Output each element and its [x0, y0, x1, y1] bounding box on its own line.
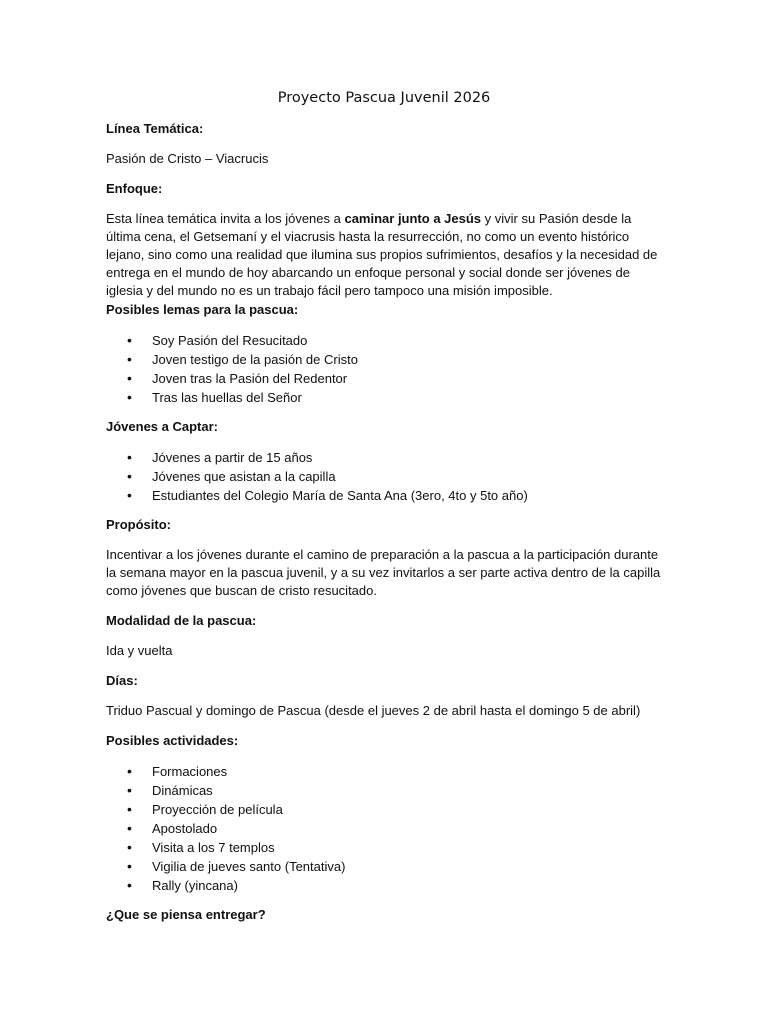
proposito-heading: Propósito: — [106, 517, 171, 532]
list-item: • Joven testigo de la pasión de Cristo — [106, 350, 666, 369]
list-item: • Apostolado — [106, 819, 666, 838]
actividades-list — [106, 762, 666, 895]
list-item: • Dinámicas — [106, 781, 666, 800]
list-item: • Tras las huellas del Señor — [106, 388, 666, 407]
list-item: • Rally (yincana) — [106, 876, 666, 895]
list-item: • Joven tras la Pasión del Redentor — [106, 369, 666, 388]
proposito-paragraph: Incentivar a los jóvenes durante el camino de preparación a la pascua a la participación durante la semana mayor en la pascua juvenil, y a su vez invitarlos a ser parte activa dentro de la capilla como jóvenes que buscan de cristo resucitado. — [106, 547, 661, 598]
enfoque-heading: Enfoque: — [106, 181, 163, 196]
enfoque-text-after: y vivir su Pasión desde la última cena, el Getsemaní y el viacrusis hasta la resurrección, no como un evento histórico lejano, sino como una realidad que ilumina sus propios sufrimientos, desafíos y la necesidad de entrega en el mundo de hoy abarcando un enfoque personal y social donde ser jóvenes de iglesia y del mundo no es un trabajo fácil pero tampoco una misión imposible. — [106, 211, 658, 298]
list-item: • Jóvenes a partir de 15 años — [106, 448, 666, 467]
document-body — [106, 120, 666, 936]
list-item: • Soy Pasión del Resucitado — [106, 331, 666, 350]
list-item: • Jóvenes que asistan a la capilla — [106, 467, 666, 486]
list-item: • Proyección de película — [106, 800, 666, 819]
entregar-heading: ¿Que se piensa entregar? — [106, 907, 266, 922]
modalidad-heading: Modalidad de la pascua: — [106, 613, 257, 628]
enfoque-text-bold: caminar junto a Jesús — [344, 211, 482, 226]
list-item: • Vigilia de jueves santo (Tentativa) — [106, 857, 666, 876]
lemas-heading: Posibles lemas para la pascua: — [106, 302, 299, 317]
lemas-list — [106, 331, 666, 407]
dias-value: Triduo Pascual y domingo de Pascua (desde el jueves 2 de abril hasta el domingo 5 de abril) — [106, 703, 641, 718]
list-item: • Visita a los 7 templos — [106, 838, 666, 857]
jovenes-list — [106, 448, 666, 505]
list-item: • Estudiantes del Colegio María de Santa Ana (3ero, 4to y 5to año) — [106, 486, 666, 505]
linea-tematica-heading: Línea Temática: — [106, 121, 204, 136]
actividades-heading: Posibles actividades: — [106, 733, 239, 748]
jovenes-heading: Jóvenes a Captar: — [106, 419, 218, 434]
document-title: Proyecto Pascua Juvenil 2026 — [277, 90, 491, 106]
dias-heading: Días: — [106, 673, 138, 688]
list-item: • Formaciones — [106, 762, 666, 781]
enfoque-paragraph — [106, 210, 666, 300]
enfoque-text-before: Esta línea temática invita a los jóvenes a — [106, 211, 345, 226]
modalidad-value: Ida y vuelta — [106, 643, 173, 658]
linea-tematica-value: Pasión de Cristo – Viacrucis — [106, 151, 269, 166]
